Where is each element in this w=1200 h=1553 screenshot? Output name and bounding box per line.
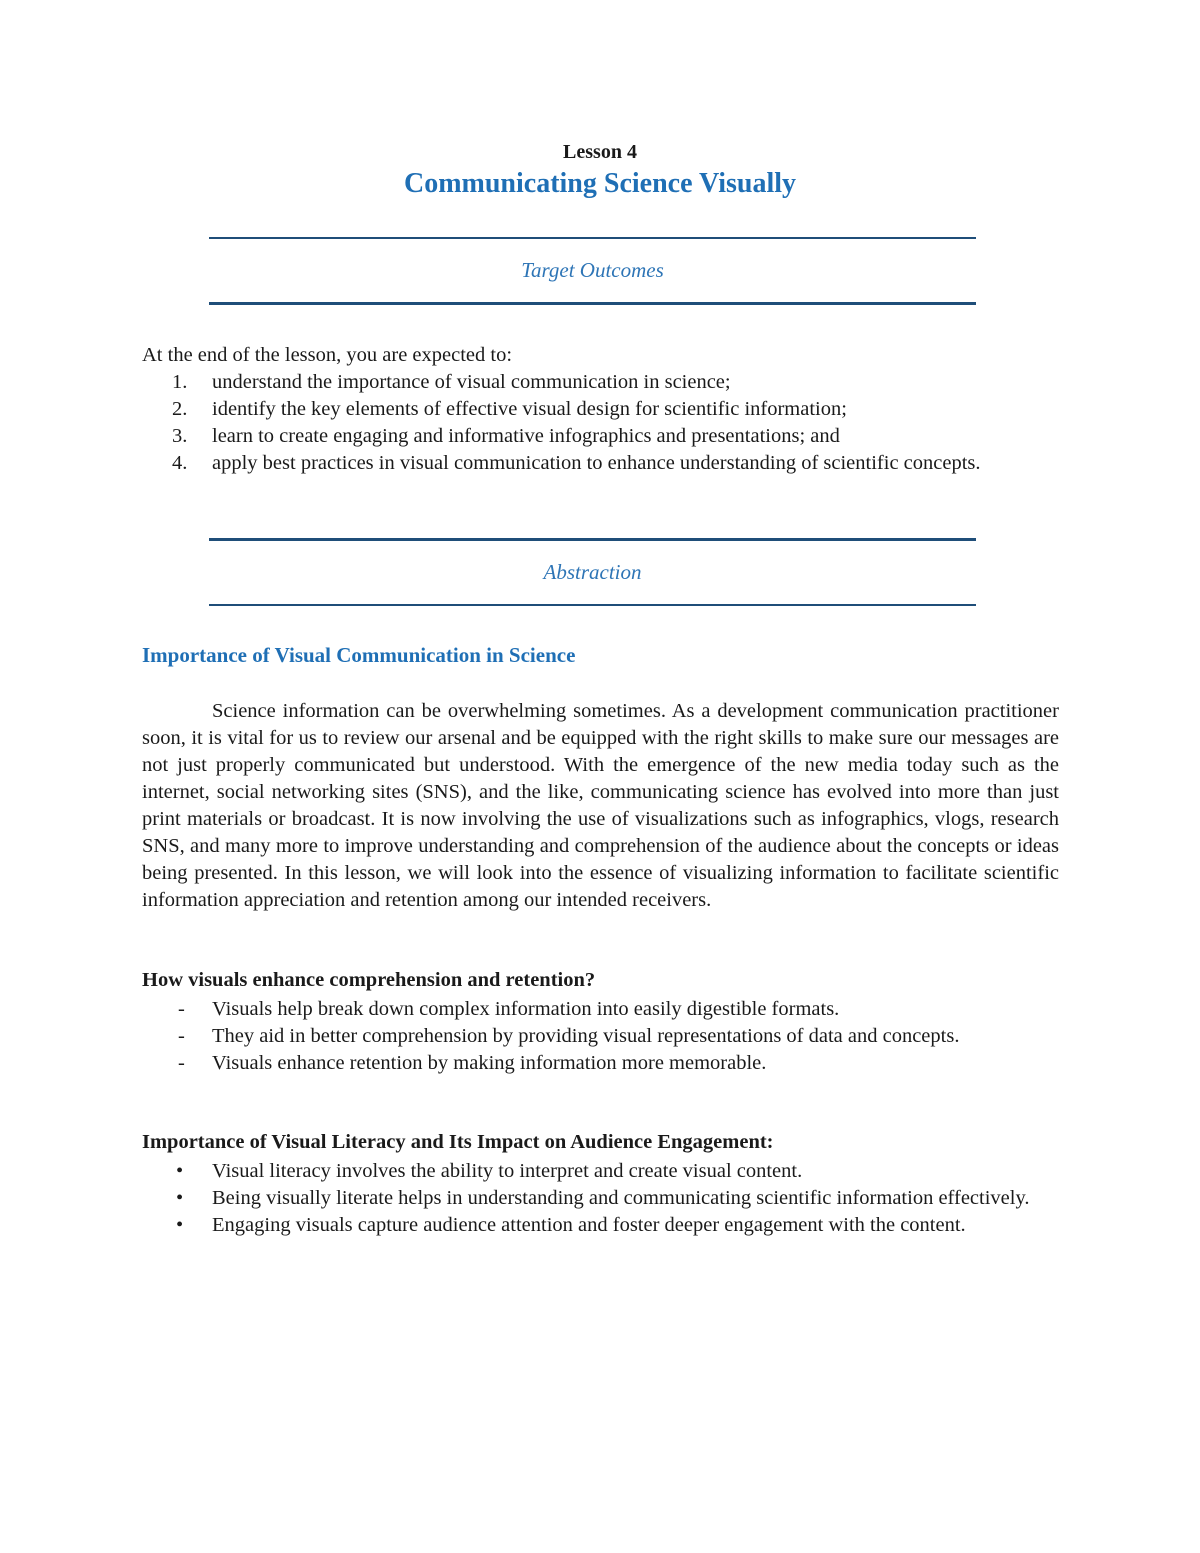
list-marker: - <box>178 1025 185 1047</box>
list-item-text: They aid in better comprehension by providing visual representations of data and concepts. <box>212 1025 960 1047</box>
divider-bottom-abstraction <box>209 604 976 606</box>
list-item <box>142 1158 1047 1185</box>
list-marker: • <box>176 1187 184 1209</box>
list-item-text: Being visually literate helps in understanding and communicating scientific information effectively. <box>212 1187 1030 1209</box>
list-item-text: Visual literacy involves the ability to interpret and create visual content. <box>212 1160 803 1182</box>
list-marker: - <box>178 1052 185 1074</box>
target-outcomes-label: Target Outcomes <box>521 258 664 282</box>
divider-top-abstraction <box>209 538 976 541</box>
list-marker: • <box>176 1214 184 1236</box>
section-heading-importance: Importance of Visual Communication in Science <box>142 643 576 667</box>
list-marker: 4. <box>172 452 188 474</box>
list-marker: 3. <box>172 425 188 447</box>
list-marker: 2. <box>172 398 188 420</box>
list-item <box>142 423 1059 450</box>
list-item <box>142 1185 1047 1212</box>
list-item <box>142 1212 1047 1239</box>
visual-literacy-heading: Importance of Visual Literacy and Its Impact on Audience Engagement: <box>142 1131 774 1153</box>
list-marker: - <box>178 998 185 1020</box>
divider-bottom-outcomes <box>209 302 976 305</box>
lesson-number: Lesson 4 <box>563 141 637 163</box>
list-item <box>142 369 1059 396</box>
list-item <box>142 1023 1002 1050</box>
list-marker: 1. <box>172 371 188 393</box>
visual-literacy-list <box>142 1158 1047 1239</box>
list-item-text: apply best practices in visual communication to enhance understanding of scientific concepts. <box>212 452 981 474</box>
abstraction-label: Abstraction <box>543 560 642 584</box>
divider-top-outcomes <box>209 237 976 239</box>
list-item <box>142 1050 1002 1077</box>
list-item-text: understand the importance of visual communication in science; <box>212 371 731 393</box>
outcomes-intro: At the end of the lesson, you are expected to: <box>142 344 513 366</box>
comprehension-heading: How visuals enhance comprehension and retention? <box>142 969 596 991</box>
list-item-text: Visuals enhance retention by making information more memorable. <box>212 1052 767 1074</box>
list-item-text: identify the key elements of effective visual design for scientific information; <box>212 398 847 420</box>
outcomes-list <box>142 369 1059 477</box>
list-item <box>142 450 1059 477</box>
list-item-text: learn to create engaging and informative infographics and presentations; and <box>212 425 840 447</box>
comprehension-list <box>142 996 1002 1077</box>
lesson-title: Communicating Science Visually <box>403 168 796 199</box>
abstraction-paragraph: Science information can be overwhelming sometimes. As a development communication practitioner soon, it is vital for us to review our arsenal and be equipped with the right skills to make sure our messages are not just properly communicated but understood. With the emergence of the new media today such as the internet, social networking sites (SNS), and the like, communicating science has evolved into more than just print materials or broadcast. It is now involving the use of visualizations such as infographics, vlogs, research SNS, and many more to improve understanding and comprehension of the audience about the concepts or ideas being presented. In this lesson, we will look into the essence of visualizing information to facilitate scientific information appreciation and retention among our intended receivers. <box>142 700 1059 911</box>
list-item-text: Visuals help break down complex information into easily digestible formats. <box>212 998 840 1020</box>
list-item <box>142 396 1059 423</box>
list-item-text: Engaging visuals capture audience attention and foster deeper engagement with the content. <box>212 1214 966 1236</box>
list-item <box>142 996 1002 1023</box>
list-marker: • <box>176 1160 184 1182</box>
